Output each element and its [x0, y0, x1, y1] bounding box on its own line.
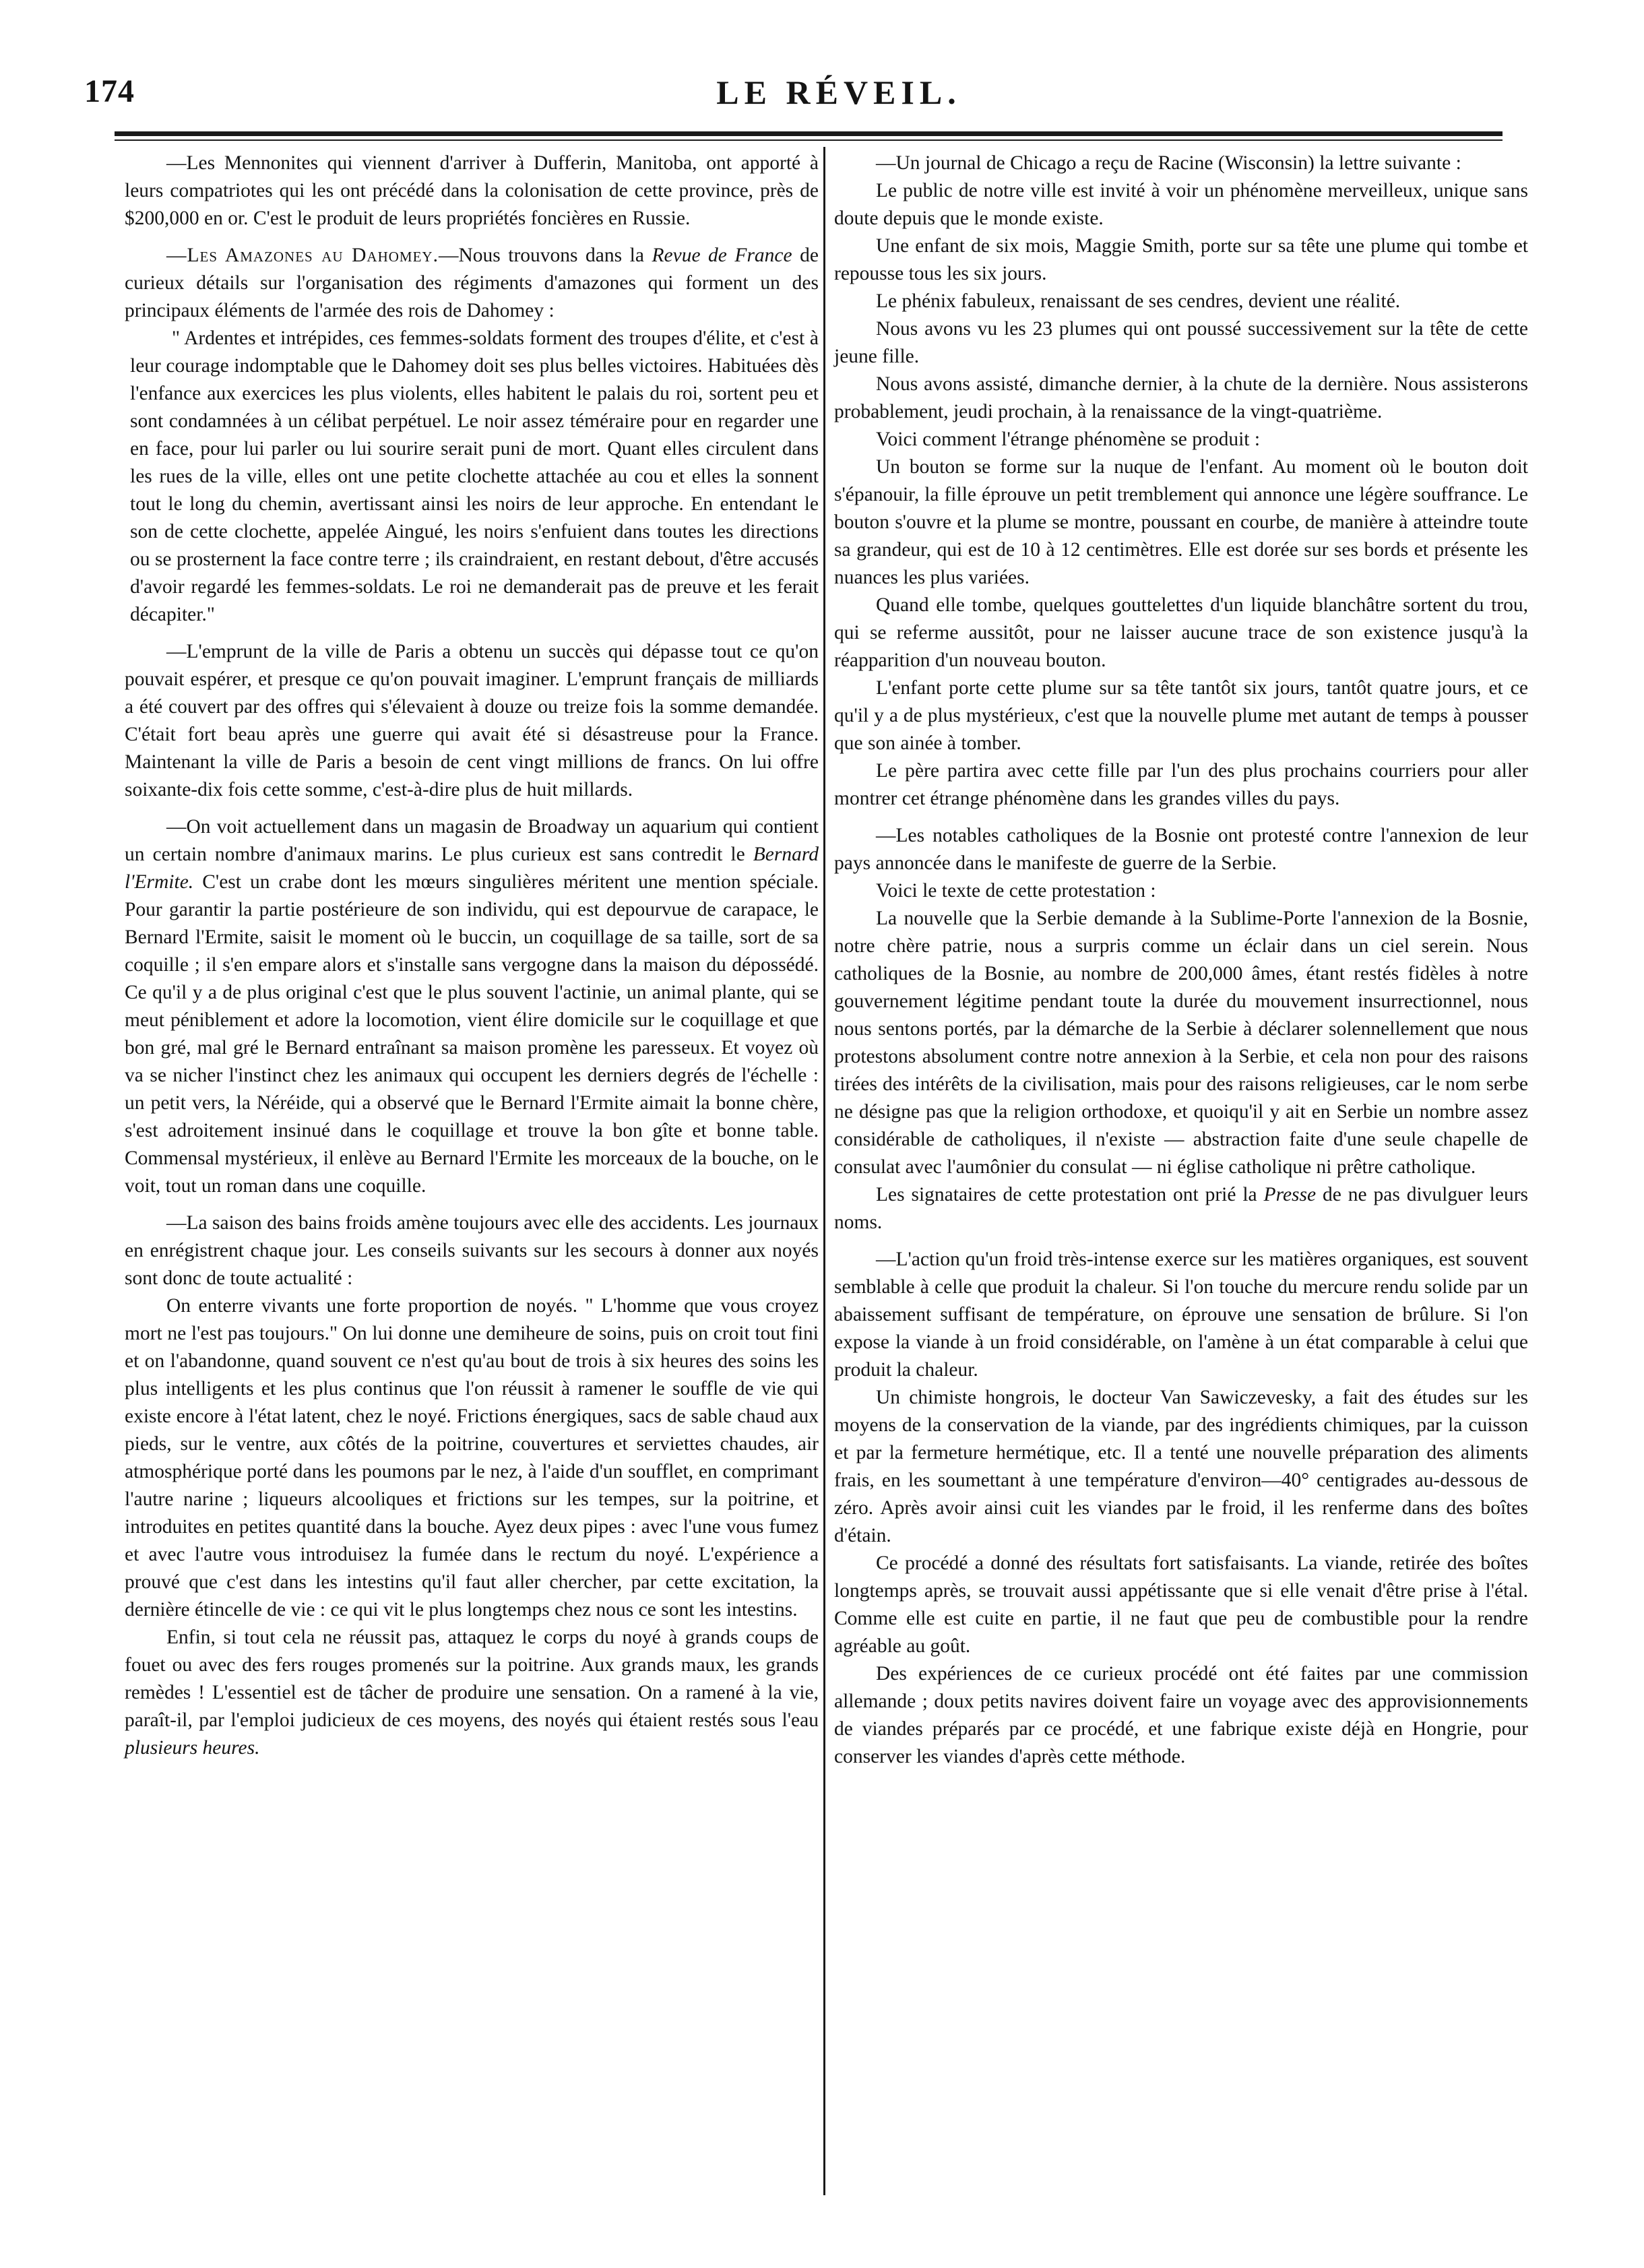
- protest-paragraph: La nouvelle que la Serbie demande à la Sublime-Porte l'annexion de la Bosnie, notre chère patrie, nous a surpris comme un éclair dans un ciel serein. Nous catholiques de la Bosnie, au nombre de 200,000 âmes, étant restés fidèles à notre gouvernement légitime pendant toute la durée du mouvement insurrectionnel, nous nous sentons portés, par la démarche de la Serbie à déclarer solennellement que nous protestons absolument contre notre annexion à la Serbie, et cela non pour des raisons tirées des intérêts de la civilisation, mais pour des raisons religieuses, car le nom serbe ne désigne pas que la religion orthodoxe, et quoiqu'il y ait en Serbie un nombre assez considérable de catholiques, il n'existe — abstraction faite d'une seule chapelle de consulat avec l'aumônier du consulat — ni église catholique ni prêtre catholique.: [834, 908, 1528, 1178]
- letter-paragraph: Le père partira avec cette fille par l'un des plus prochains courriers pour aller montrer cet étrange phénomène dans les grandes villes du pays.: [834, 760, 1528, 809]
- header-rule-thick: [115, 131, 1503, 136]
- article-paragraph: Enfin, si tout cela ne réussit pas, attaquez le corps du noyé à grands coups de fouet ou avec des fers rouges promenés sur la poitrine. Aux grands maux, les grands remèdes ! L'essentiel est de tâcher de produire une sensation. On a ramené à la vie, paraît-il, par l'emploi judicieux de ces moyens, des noyés qui étaient restés sous l'eau plusieurs heures.: [125, 1627, 819, 1759]
- article-paragraph: —L'emprunt de la ville de Paris a obtenu un succès qui dépasse tout ce qu'on pouvait espérer, et presque ce qu'on pouvait imaginer. L'emprunt français de milliards a été couvert par des offres qui s'élevaient à douze ou treize fois la somme demandée. C'était fort beau après une guerre qui avait été si désastreuse pour la France. Maintenant la ville de Paris a besoin de cent vingt millions de francs. On lui offre soixante-dix fois cette somme, c'est-à-dire plus de huit millards.: [125, 641, 819, 800]
- article-paragraph: Des expériences de ce curieux procédé ont été faites par une commission allemande ; doux petits navires doivent faire un voyage avec des approvisionnements de viandes préparés par ce procédé, et une fabrique existe déjà en Hongrie, pour conserver les viandes d'après cette méthode.: [834, 1663, 1528, 1767]
- article-paragraph: Un chimiste hongrois, le docteur Van Sawiczevesky, a fait des études sur les moyens de la conservation de la viande, par des ingrédients chimiques, par la cuisson et par la fermeture hermétique, etc. Il a tenté une nouvelle préparation des aliments frais, en les soumettant à une température d'environ—40° centigrades au-dessous de zéro. Après avoir ainsi cuit les viandes par le froid, il les renferme dans des boîtes d'étain.: [834, 1387, 1528, 1546]
- letter-paragraph: Le phénix fabuleux, renaissant de ses cendres, devient une réalité.: [876, 290, 1401, 312]
- article-paragraph: —Un journal de Chicago a reçu de Racine (Wisconsin) la lettre suivante :: [876, 152, 1461, 174]
- quote-paragraph: " Ardentes et intrépides, ces femmes-soldats forment des troupes d'élite, et c'est à leur courage indomptable que le Dahomey doit ses plus belles victoires. Habituées dès l'enfance aux exercices les plus violents, elles habitent le palais du roi, sortent peu et sont condamnées à un célibat perpétuel. Le noir assez téméraire pour en regarder une en face, pour lui parler ou lui sourire serait puni de mort. Quant elles circulent dans les rues de la ville, elles ont une petite clochette attachée au cou et elles la sonnent tout le long du chemin, avertissant ainsi les noirs de leur approche. En entendant le son de cette clochette, appelée Aingué, les noirs s'enfuient dans toutes les directions ou se prosternent la face contre terre ; ils craindraient, en restant debout, d'être accusés d'avoir regardé les femmes-soldats. Le roi ne demanderait pas de preuve et les ferait décapiter.": [130, 327, 819, 625]
- article-paragraph: Ce procédé a donné des résultats fort satisfaisants. La viande, retirée des boîtes longtemps après, se trouvait aussi appétissante que si elle venait d'être prise à l'étal. Comme elle est cuite en partie, il ne faut que peu de combustible pour la rendre agréable au goût.: [834, 1552, 1528, 1657]
- column-divider: [823, 147, 825, 2195]
- letter-paragraph: Le public de notre ville est invité à voir un phénomène merveilleux, unique sans doute depuis que le monde existe.: [834, 180, 1528, 229]
- letter-paragraph: Une enfant de six mois, Maggie Smith, porte sur sa tête une plume qui tombe et repousse tous les six jours.: [834, 235, 1528, 284]
- article-paragraph: —On voit actuellement dans un magasin de Broadway un aquarium qui contient un certain nombre d'animaux marins. Le plus curieux est sans contredit le Bernard l'Ermite. C'est un crabe dont les mœurs singulières méritent une mention spéciale. Pour garantir la partie postérieure de son individu, qui est depourvue de carapace, le Bernard l'Ermite, saisit le moment où le buccin, un coquillage de sa taille, sort de sa coquille ; il s'en empare alors et s'installe sans vergogne dans la maison du dépossédé. Ce qu'il y a de plus original c'est que le plus souvent l'actinie, un animal plante, qui se meut péniblement et adore la locomotion, vient élire domicile sur le coquillage et que bon gré, mal gré le Bernard entraînant sa maison promène les paresseux. Et voyez où va se nicher l'instinct chez les animaux qui occupent les derniers degrés de l'échelle : un petit vers, la Néréide, qui a observé que le Bernard l'Ermite aimait la bonne chère, s'est adroitement insinué dans le coquillage et trouve la bon gîte et bonne table. Commensal mystérieux, il enlève au Bernard l'Ermite les morceaux de la bouche, on le voit, tout un roman dans une coquille.: [125, 816, 819, 1197]
- letter-paragraph: Nous avons vu les 23 plumes qui ont poussé successivement sur la tête de cette jeune fille.: [834, 318, 1528, 367]
- page-header: [84, 73, 1593, 113]
- page-number: 174: [84, 73, 135, 109]
- letter-paragraph: Voici comment l'étrange phénomène se produit :: [876, 429, 1261, 450]
- article-paragraph: On enterre vivants une forte proportion de noyés. " L'homme que vous croyez mort ne l'est pas toujours." On lui donne une demiheure de soins, puis on croit tout fini et on l'abandonne, quand souvent ce n'est qu'au bout de trois à six heures des soins les plus intelligents et les plus continus que l'on réussit à ramener le souffle de vie qui existe encore à l'état latent, chez le noyé. Frictions énergiques, sacs de sable chaud aux pieds, sur le ventre, aux côtés de la poitrine, couvertures et serviettes chaudes, air atmosphérique porté dans les poumons par le nez, à l'aide d'un soufflet, en comprimant l'autre narine ; liqueurs alcooliques et frictions sur les tempes, sur la poitrine, et introduites en petites quantité dans la bouche. Ayez deux pipes : avec l'une vous fumez et avec l'autre vous introduisez la fumée dans le rectum du noyé. L'expérience a prouvé que c'est dans les intestins qu'il faut aller chercher, par cette excitation, la dernière étincelle de vie : ce qui vit le plus longtemps chez nous ce sont les intestins.: [125, 1295, 819, 1620]
- article-paragraph: Voici le texte de cette protestation :: [876, 880, 1156, 902]
- letter-paragraph: L'enfant porte cette plume sur sa tête tantôt six jours, tantôt quatre jours, et ce qu'il y a de plus mystérieux, c'est que la nouvelle plume met autant de temps à pousser que son ainée à tomber.: [834, 677, 1528, 754]
- right-column: [834, 150, 1528, 1771]
- newspaper-title: LE RÉVEIL.: [716, 73, 961, 111]
- article-paragraph: —L'action qu'un froid très-intense exerce sur les matières organiques, est souvent semblable à celle que produit la chaleur. Si l'on touche du mercure rendu solide par un abaissement suffisant de température, on éprouve une sensation de brûlure. Si l'on expose la viande à un froid considérable, on l'amène à un état comparable à celui que produit la chaleur.: [834, 1249, 1528, 1381]
- left-column: [125, 150, 819, 1762]
- letter-paragraph: Quand elle tombe, quelques gouttelettes d'un liquide blanchâtre sortent du trou, qui se referme aussitôt, pour ne laisser aucune trace de son existence jusqu'à la réapparition d'un nouveau bouton.: [834, 594, 1528, 671]
- article-paragraph: —La saison des bains froids amène toujours avec elle des accidents. Les journaux en enrégistrent chaque jour. Les conseils suivants sur les secours à donner aux noyés sont donc de toute actualité :: [125, 1212, 819, 1289]
- letter-paragraph: Nous avons assisté, dimanche dernier, à la chute de la dernière. Nous assisterons probablement, jeudi prochain, à la renaissance de la vingt-quatrième.: [834, 373, 1528, 422]
- header-rule-thin: [115, 139, 1503, 141]
- letter-paragraph: Un bouton se forme sur la nuque de l'enfant. Au moment où le bouton doit s'épanouir, la fille éprouve un petit tremblement qui annonce une légère souffrance. Le bouton s'ouvre et la plume se montre, poussant en courbe, de manière à atteindre toute sa grandeur, qui est de 10 à 12 centimètres. Elle est dorée sur ses bords et présente les nuances les plus variées.: [834, 456, 1528, 588]
- article-paragraph: —Les Amazones au Dahomey.—Nous trouvons dans la Revue de France de curieux détails sur l'organisation des régiments d'amazones qui forment un des principaux éléments de l'armée des rois de Dahomey :: [125, 245, 819, 321]
- article-paragraph: Les signataires de cette protestation ont prié la Presse de ne pas divulguer leurs noms.: [834, 1184, 1528, 1233]
- article-heading: —Les Amazones au Dahomey.: [166, 245, 439, 266]
- article-paragraph: —Les Mennonites qui viennent d'arriver à Dufferin, Manitoba, ont apporté à leurs compatriotes qui les ont précédé dans la colonisation de cette province, près de $200,000 en or. C'est le produit de leurs propriétés foncières en Russie.: [125, 152, 819, 229]
- article-paragraph: —Les notables catholiques de la Bosnie ont protesté contre l'annexion de leur pays annoncée dans le manifeste de guerre de la Serbie.: [834, 825, 1528, 874]
